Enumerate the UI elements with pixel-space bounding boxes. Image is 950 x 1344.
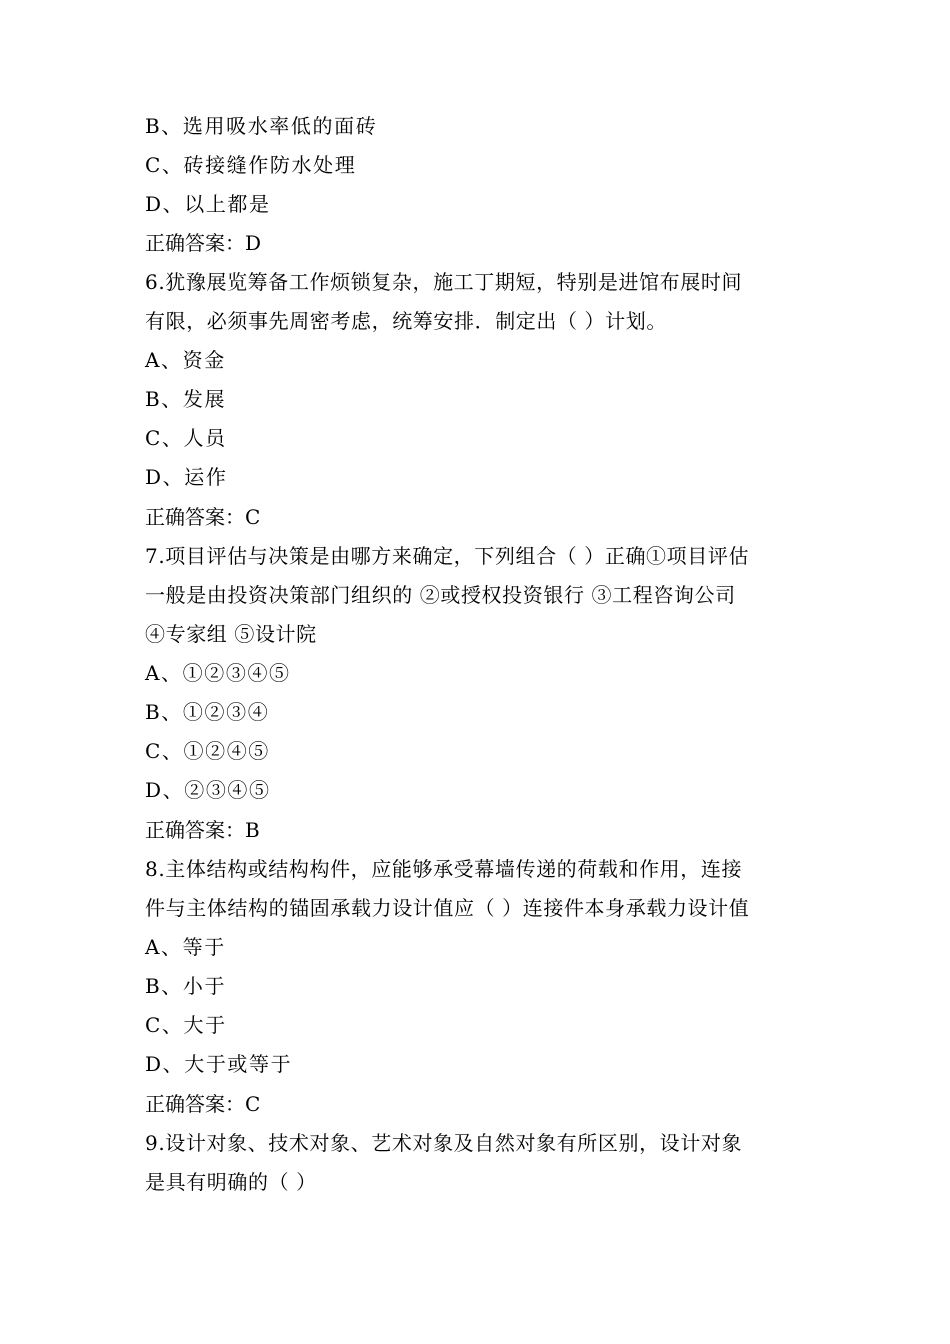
option-line: C、①②④⑤: [145, 739, 270, 763]
option-line: B、小于: [145, 974, 227, 998]
option-line: D、以上都是: [145, 192, 271, 216]
question-line: ④专家组 ⑤设计院: [145, 622, 317, 646]
option-line: A、等于: [145, 935, 226, 959]
option-line: B、选用吸水率低的面砖: [145, 114, 378, 138]
question-line: 件与主体结构的锚固承载力设计值应（ ）连接件本身承载力设计值: [145, 896, 750, 920]
answer-line: 正确答案：D: [145, 231, 262, 255]
answer-line: 正确答案：B: [145, 818, 260, 842]
question-line: 9.设计对象、技术对象、艺术对象及自然对象有所区别，设计对象: [145, 1131, 743, 1155]
option-line: B、发展: [145, 387, 227, 411]
question-line: 有限，必须事先周密考虑，统筹安排．制定出（ ）计划。: [145, 309, 667, 333]
option-line: D、大于或等于: [145, 1052, 293, 1076]
answer-line: 正确答案：C: [145, 1092, 261, 1116]
question-line: 7.项目评估与决策是由哪方来确定，下列组合（ ）正确①项目评估: [145, 544, 750, 568]
option-line: C、大于: [145, 1013, 227, 1037]
answer-line: 正确答案：C: [145, 505, 261, 529]
option-line: C、砖接缝作防水处理: [145, 153, 357, 177]
question-line: 6.犹豫展览筹备工作烦锁复杂，施工丁期短，特别是进馆布展时间: [145, 270, 743, 294]
question-line: 一般是由投资决策部门组织的 ②或授权投资银行 ③工程咨询公司: [145, 583, 736, 607]
option-line: C、人员: [145, 426, 227, 450]
option-line: B、①②③④: [145, 700, 270, 724]
option-line: D、②③④⑤: [145, 778, 271, 802]
option-line: A、资金: [145, 348, 226, 372]
option-line: A、①②③④⑤: [145, 661, 291, 685]
question-line: 是具有明确的（ ）: [145, 1170, 317, 1194]
option-line: D、运作: [145, 465, 228, 489]
question-line: 8.主体结构或结构构件，应能够承受幕墙传递的荷载和作用，连接: [145, 857, 743, 881]
